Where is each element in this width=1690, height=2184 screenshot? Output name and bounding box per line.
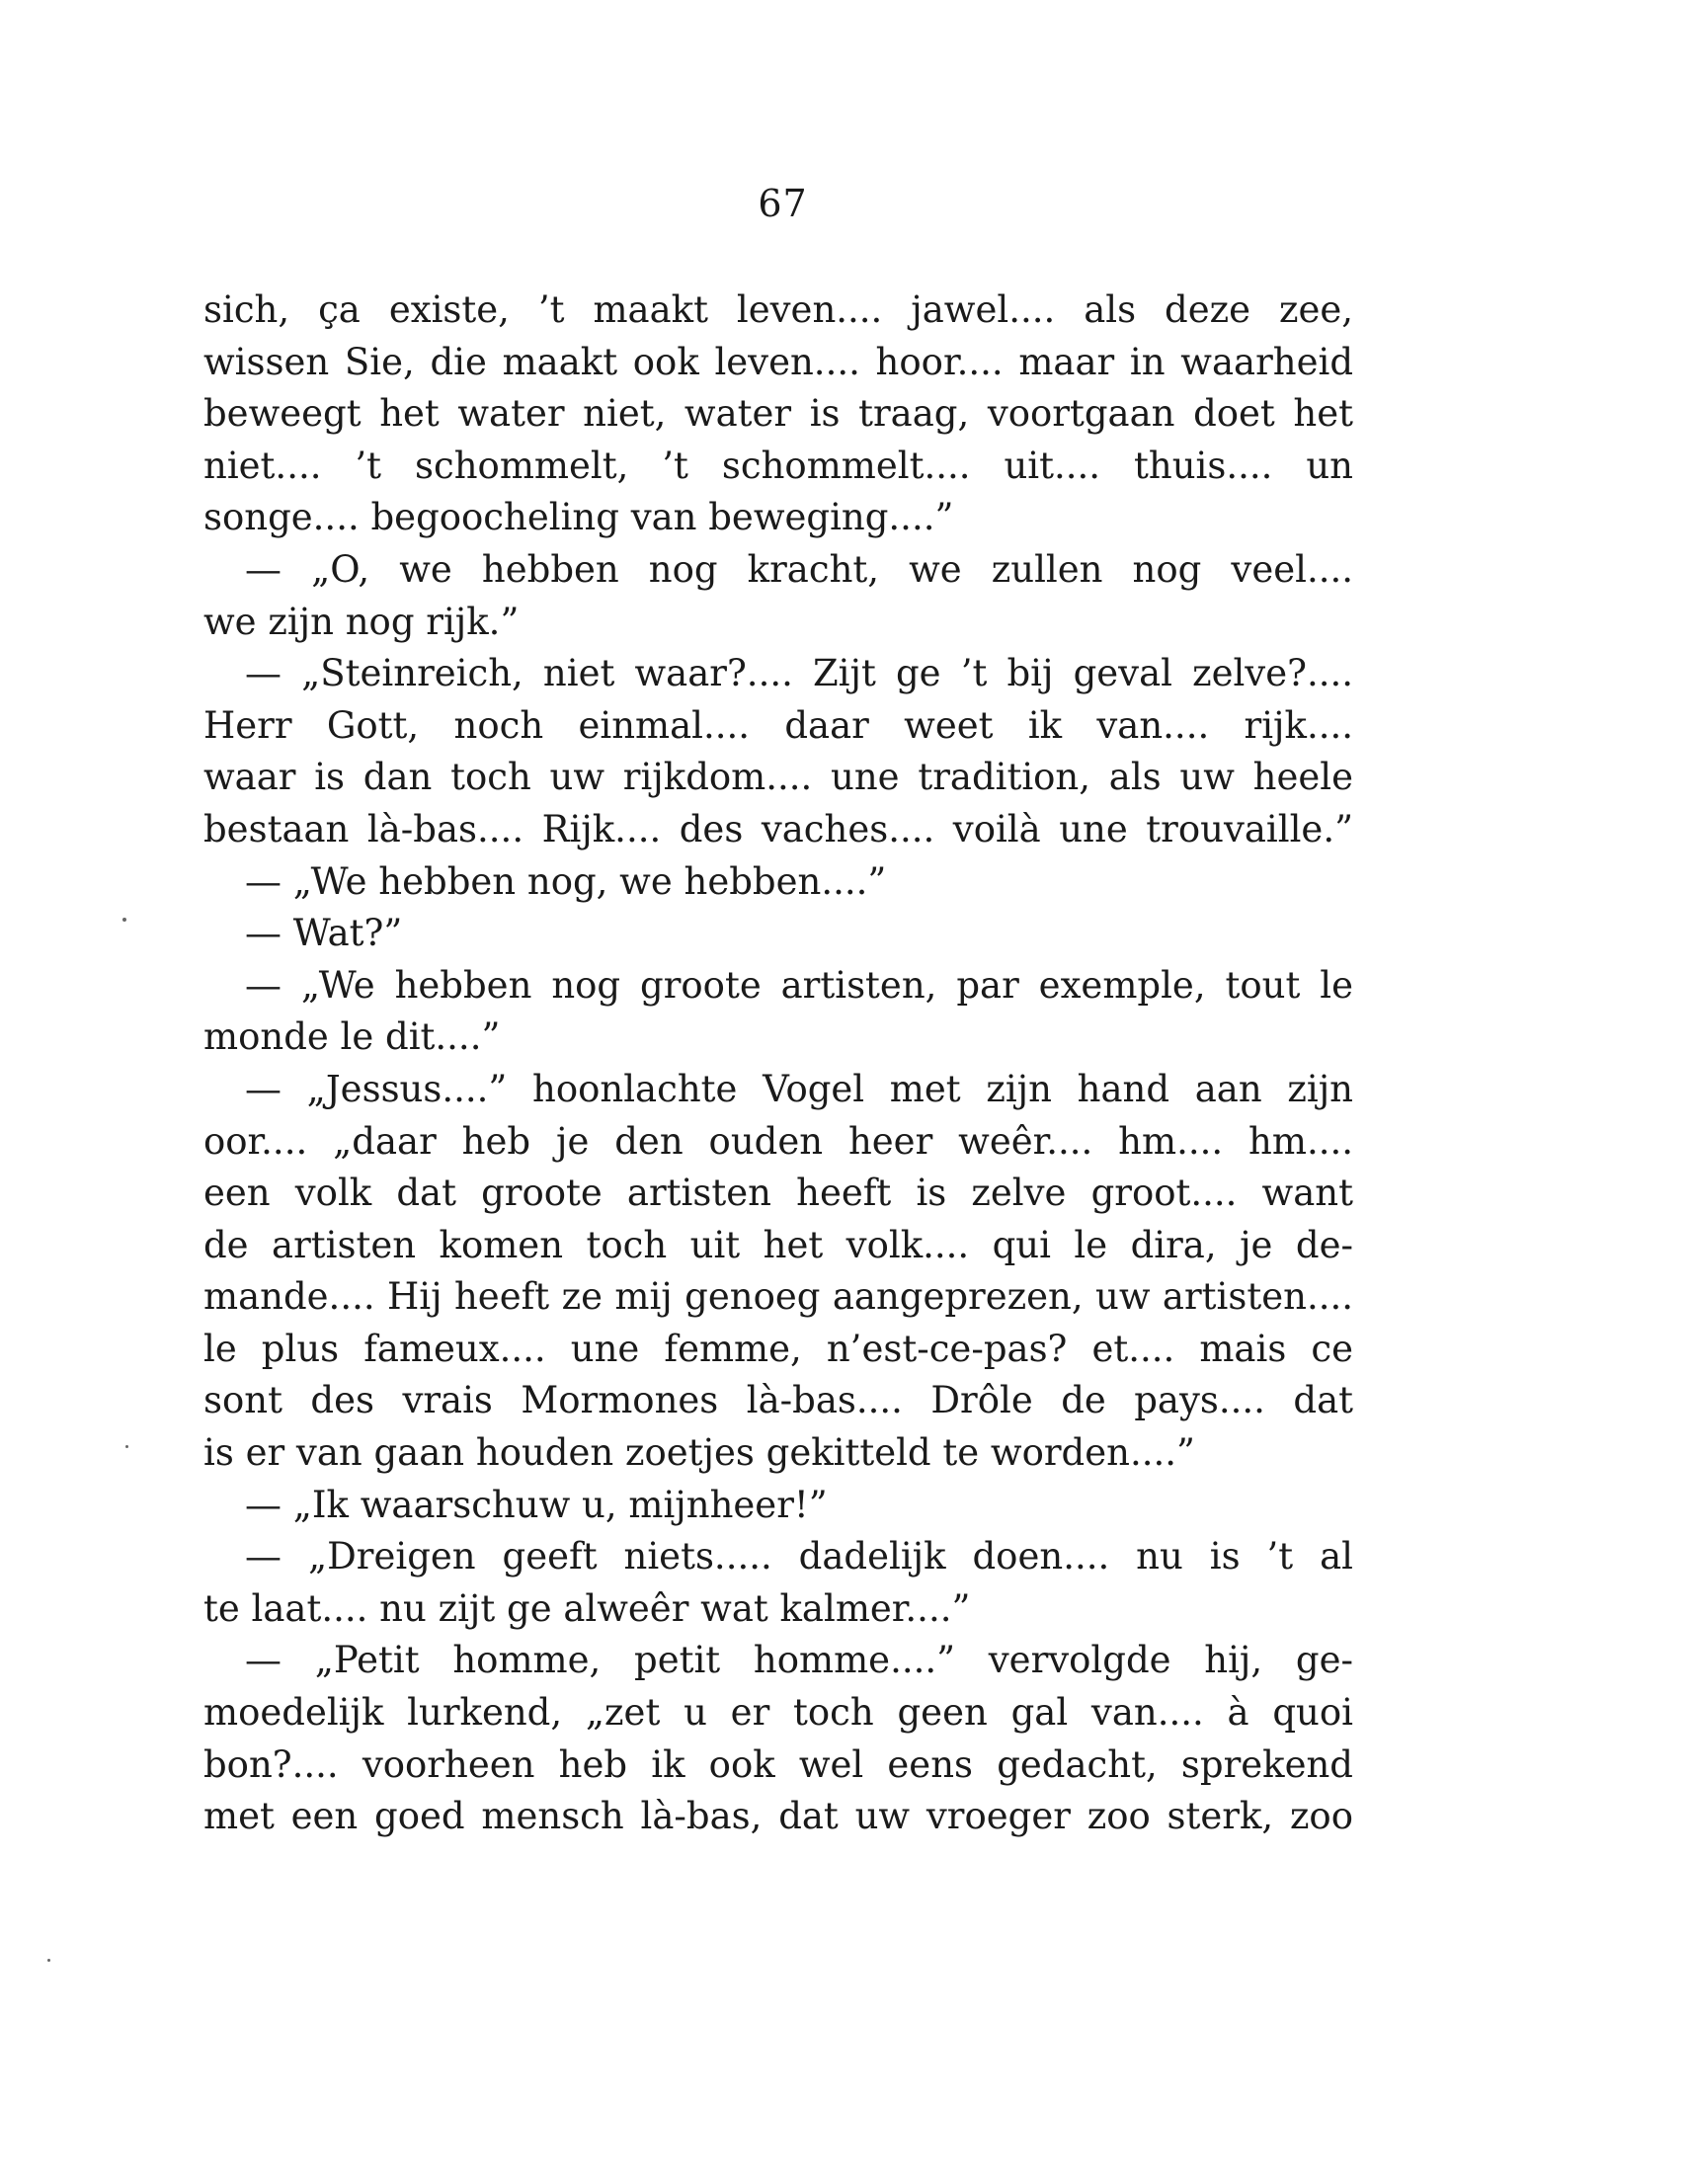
scan-speck — [47, 1959, 50, 1962]
text-line: — „Ik waarschuw u, mijnheer!” — [245, 1483, 828, 1526]
text-line: — „O, we hebben nog kracht, we zullen nog veel.... — [245, 547, 1353, 591]
text-line: de artisten komen toch uit het volk.... qui le dira, je de- — [203, 1223, 1353, 1266]
text-line: waar is dan toch uw rijkdom.... une tradition, als uw heele — [203, 756, 1353, 799]
text-line: sich, ça existe, ’t maakt leven.... jawel.... als deze zee, — [203, 288, 1353, 331]
text-line: sont des vrais Mormones là-bas.... Drôle de pays.... dat — [203, 1379, 1353, 1422]
text-line: — „Jessus....” hoonlachte Vogel met zijn hand aan zijn — [245, 1067, 1353, 1110]
body-text — [203, 284, 1353, 1843]
text-line: monde le dit....” — [203, 1015, 501, 1059]
text-line: beweegt het water niet, water is traag, voortgaan doet het — [203, 392, 1353, 436]
text-line: mande.... Hij heeft ze mij genoeg aangeprezen, uw artisten.... — [203, 1275, 1353, 1319]
scan-speck — [125, 1445, 128, 1448]
text-line: niet.... ’t schommelt, ’t schommelt.... uit.... thuis.... un — [203, 444, 1353, 487]
text-line: we zijn nog rijk.” — [203, 600, 520, 643]
text-line: is er van gaan houden zoetjes gekitteld te worden....” — [203, 1431, 1195, 1475]
text-line: wissen Sie, die maakt ook leven.... hoor.... maar in waarheid — [203, 340, 1353, 383]
text-line: — Wat?” — [245, 912, 403, 955]
text-line: — „Dreigen geeft niets..... dadelijk doen.... nu is ’t al — [245, 1535, 1353, 1578]
text-line: bon?.... voorheen heb ik ook wel eens gedacht, sprekend — [203, 1742, 1353, 1786]
text-line: — „Steinreich, niet waar?.... Zijt ge ’t bij geval zelve?.... — [245, 652, 1353, 695]
scan-speck — [122, 918, 126, 922]
text-line: moedelijk lurkend, „zet u er toch geen gal van.... à quoi — [203, 1691, 1353, 1735]
text-line: — „Petit homme, petit homme....” vervolgde hij, ge- — [245, 1639, 1353, 1682]
text-line: met een goed mensch là-bas, dat uw vroeger zoo sterk, zoo — [203, 1795, 1353, 1838]
text-line: songe.... begoocheling van beweging....” — [203, 496, 954, 539]
text-line: bestaan là-bas.... Rijk.... des vaches.... voilà une trouvaille.” — [203, 807, 1353, 850]
text-line: Herr Gott, noch einmal.... daar weet ik van.... rijk.... — [203, 703, 1353, 747]
text-line: — „We hebben nog, we hebben....” — [245, 859, 887, 903]
text-line: oor.... „daar heb je den ouden heer weêr.... hm.... hm.... — [203, 1119, 1353, 1163]
page-number: 67 — [758, 182, 808, 225]
text-line: — „We hebben nog groote artisten, par exemple, tout le — [245, 963, 1353, 1007]
text-line: een volk dat groote artisten heeft is zelve groot.... want — [203, 1172, 1353, 1215]
text-line: le plus fameux.... une femme, n’est-ce-pas? et.... mais ce — [203, 1327, 1353, 1370]
text-line: te laat.... nu zijt ge alweêr wat kalmer....” — [203, 1586, 971, 1630]
